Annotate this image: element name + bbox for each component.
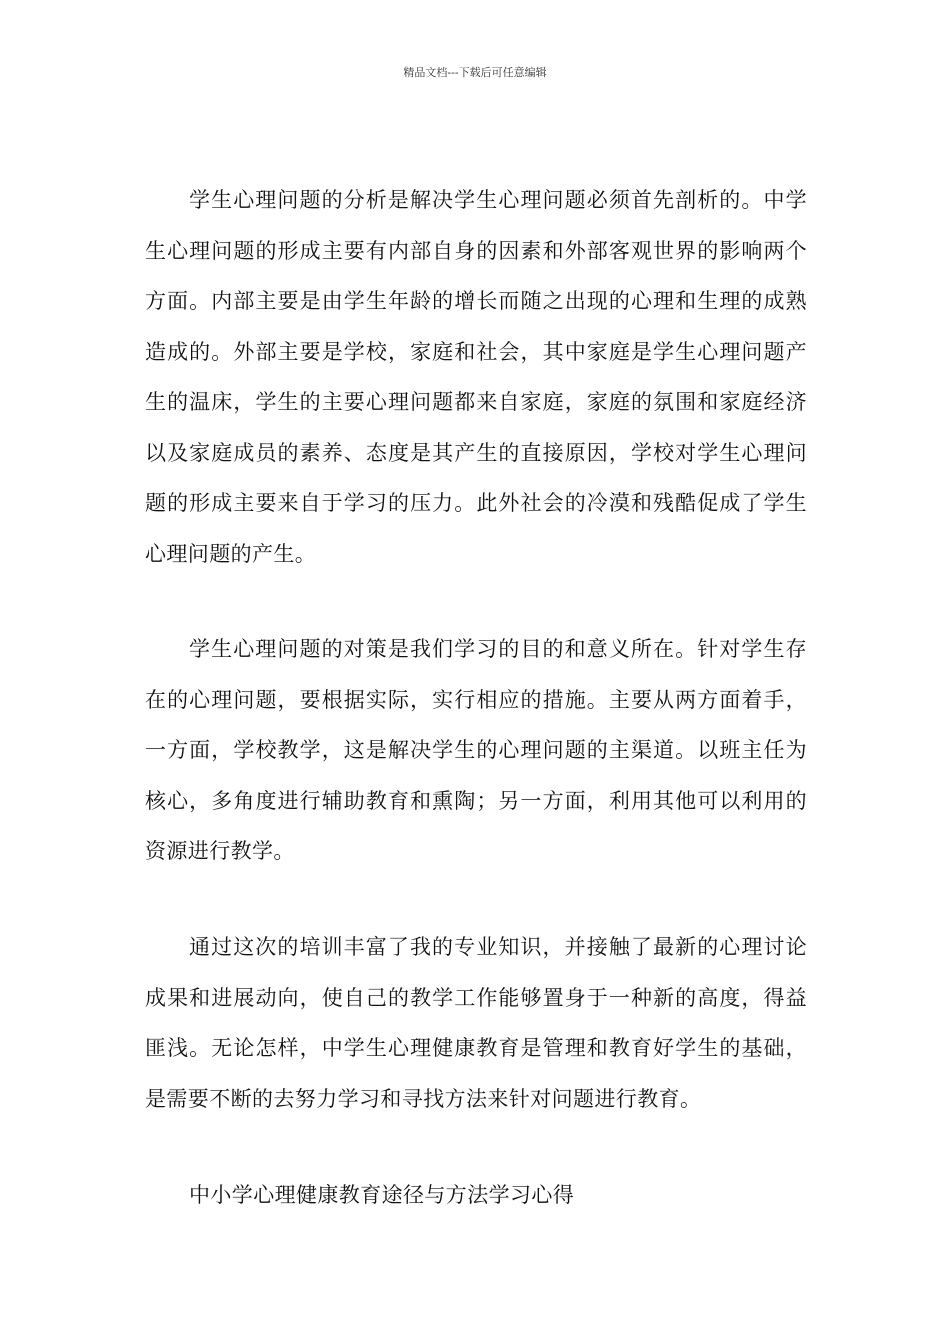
paragraph-countermeasures: 学生心理问题的对策是我们学习的目的和意义所在。针对学生存在的心理问题，要根据实际，实行相应的措施。主要从两方面着手，一方面，学校教学，这是解决学生的心理问题的主渠道。以班主任为核心，多角度进行辅助教育和熏陶；另一方面，利用其他可以利用的资源进行教学。 [145, 637, 807, 863]
section-title: 中小学心理健康教育途径与方法学习心得 [189, 1183, 575, 1207]
paragraph-conclusion: 通过这次的培训丰富了我的专业知识，并接触了最新的心理讨论成果和进展动向，使自己的教学工作能够置身于一种新的高度，得益匪浅。无论怎样，中学生心理健康教育是管理和教育好学生的基础，是需要不断的去努力学习和寻找方法来针对问题进行教育。 [145, 935, 807, 1111]
paragraph-analysis: 学生心理问题的分析是解决学生心理问题必须首先剖析的。中学生心理问题的形成主要有内部自身的因素和外部客观世界的影响两个方面。内部主要是由学生年龄的增长而随之出现的心理和生理的成熟造成的。外部主要是学校，家庭和社会，其中家庭是学生心理问题产生的温床，学生的主要心理问题都来自家庭，家庭的氛围和家庭经济以及家庭成员的素养、态度是其产生的直接原因，学校对学生心理问题的形成主要来自于学习的压力。此外社会的冷漠和残酷促成了学生心理问题的产生。 [145, 188, 807, 566]
page-header: 精品文档---下载后可任意编辑 [403, 66, 547, 79]
